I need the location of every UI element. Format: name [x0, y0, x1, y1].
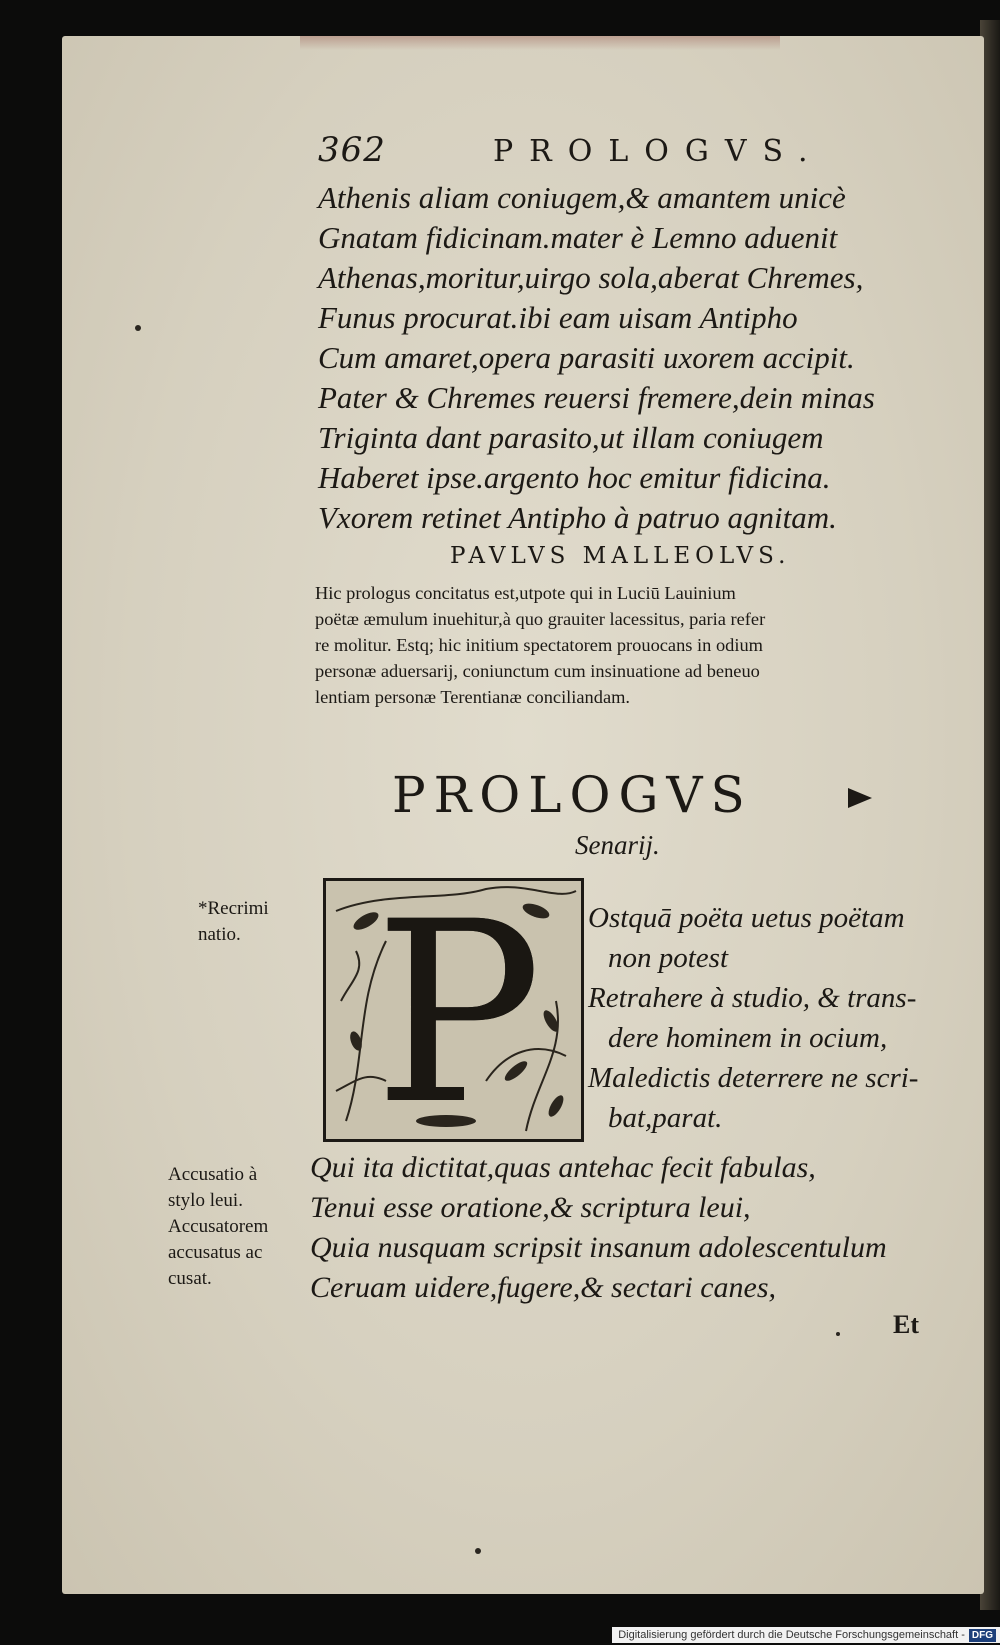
- marginal-note-recriminatio: [198, 896, 269, 948]
- page-number: 362: [318, 130, 386, 170]
- verse-block-argument: [318, 178, 878, 538]
- verse-line: Triginta dant parasito,ut illam coniugem: [318, 420, 824, 455]
- verse-line: Tenui esse oratione,& scriptura leui,: [310, 1191, 751, 1224]
- marginal-line: natio.: [198, 924, 241, 945]
- commentary-line: re molitur. Estq; hic initium spectatorem prouocans in odium: [315, 635, 763, 655]
- running-header: [318, 130, 878, 178]
- ink-speck: [135, 325, 141, 331]
- verse-line: Funus procurat.ibi eam uisam Antipho: [318, 300, 798, 335]
- verse-line: bat,parat.: [608, 1102, 723, 1134]
- commentary-line: personæ aduersarij, coniunctum cum insinuatione ad beneuo: [315, 661, 760, 681]
- verse-line: Maledictis deterrere ne scri-: [588, 1062, 919, 1094]
- verse-block-prologue-open: [588, 898, 938, 1138]
- verse-line: Athenis aliam coniugem,& amantem unicè: [318, 180, 846, 215]
- credit-text: Digitalisierung gefördert durch die Deutsche Forschungsgemeinschaft -: [618, 1629, 965, 1641]
- marginal-line: stylo leui.: [168, 1190, 243, 1211]
- verse-line: Vxorem retinet Antipho à patruo agnitam.: [318, 500, 837, 535]
- section-title: PROLOGVS: [392, 766, 753, 824]
- page-edge-stain: [300, 36, 780, 50]
- dfg-logo: DFG: [969, 1629, 996, 1642]
- verse-line: Qui ita dictitat,quas antehac fecit fabulas,: [310, 1151, 816, 1184]
- commentator-heading: PAVLVS MALLEOLVS.: [450, 543, 791, 569]
- verse-line: Athenas,moritur,uirgo sola,aberat Chremes,: [318, 260, 864, 295]
- marginal-line: Accusatio à: [168, 1164, 258, 1185]
- running-title: PROLOGVS.: [493, 134, 824, 169]
- commentary-line: Hic prologus concitatus est,utpote qui in Luciū Lauinium: [315, 583, 736, 603]
- verse-line: non potest: [608, 942, 729, 974]
- verse-line: Quia nusquam scripsit insanum adolescentulum: [310, 1231, 887, 1264]
- pointer-arrow-icon: [848, 788, 872, 808]
- commentary-paragraph: [315, 580, 940, 710]
- digitization-credit: [612, 1627, 1000, 1643]
- ink-speck: [475, 1548, 481, 1554]
- marginal-line: Accusatorem: [168, 1216, 269, 1237]
- verse-line: Retrahere à studio, & trans-: [588, 982, 917, 1014]
- verse-line: Ceruam uidere,fugere,& sectari canes,: [310, 1271, 777, 1304]
- section-subtitle: Senarij.: [575, 830, 660, 860]
- verse-block-prologue-cont: [310, 1148, 910, 1308]
- drop-cap-letter: P: [374, 868, 543, 1159]
- commentary-line: lentiam personæ Terentianæ conciliandam.: [315, 687, 631, 707]
- marginal-line: accusatus ac: [168, 1242, 263, 1263]
- marginal-line: *Recrimi: [198, 898, 269, 919]
- verse-line: Haberet ipse.argento hoc emitur fidicina.: [318, 460, 831, 495]
- verse-line: Cum amaret,opera parasiti uxorem accipit.: [318, 340, 855, 375]
- catchword: Et: [893, 1310, 919, 1339]
- verse-line: Gnatam fidicinam.mater è Lemno aduenit: [318, 220, 838, 255]
- verse-line: Ostquā poëta uetus poëtam: [588, 902, 905, 934]
- commentary-line: poëtæ æmulum inuehitur,à quo grauiter lacessitus, paria refer: [315, 609, 766, 629]
- woodcut-initial: [323, 868, 584, 1159]
- verse-line: dere hominem in ocium,: [608, 1022, 888, 1054]
- marginal-note-accusatorem: [168, 1214, 268, 1292]
- marginal-line: cusat.: [168, 1268, 212, 1289]
- verse-line: Pater & Chremes reuersi fremere,dein minas: [318, 380, 875, 415]
- marginal-note-accusatio: [168, 1162, 257, 1214]
- ink-speck: [836, 1332, 840, 1336]
